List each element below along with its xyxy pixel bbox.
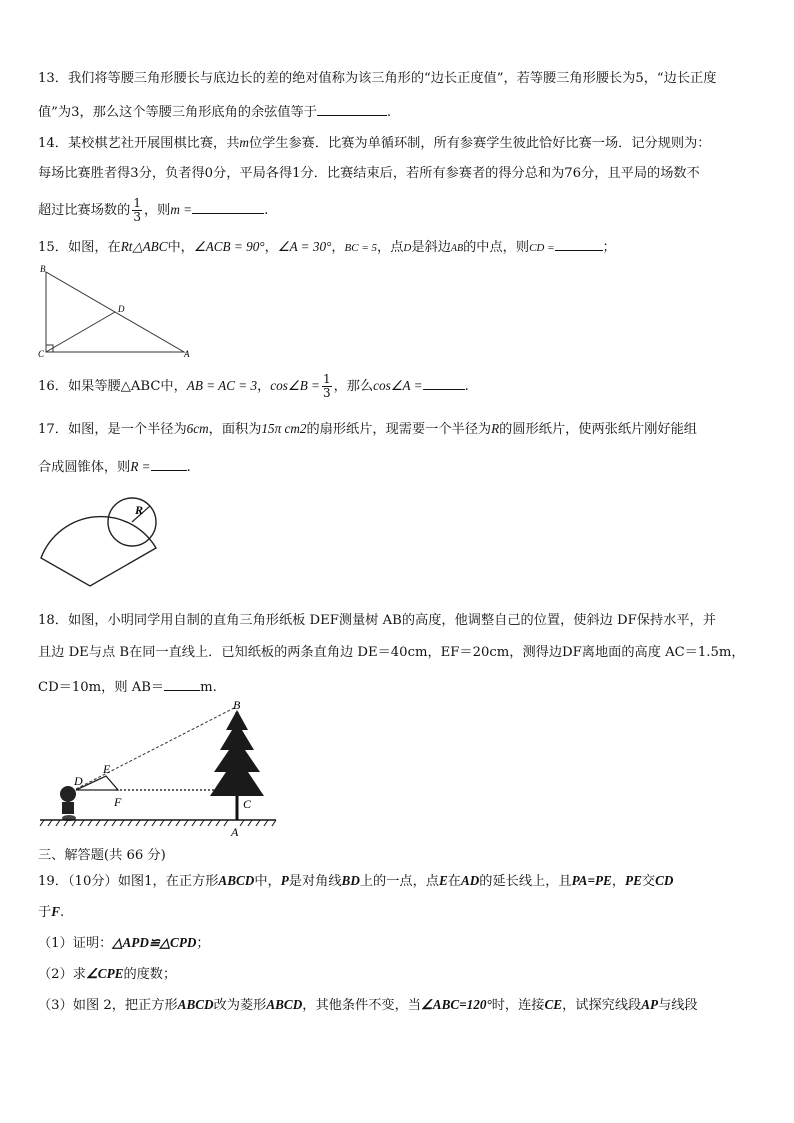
q18-line1: [38, 612, 716, 630]
label-b: B: [233, 698, 241, 712]
q17-R: R: [491, 421, 500, 436]
q15-t7: 的中点，则: [463, 240, 530, 255]
q19-p3c: 改为菱形: [213, 998, 267, 1013]
q17-line2: [38, 456, 191, 477]
q14-var-m: m: [239, 135, 249, 150]
q16-t3: ，那么: [333, 379, 374, 394]
q19-part2: [38, 965, 176, 984]
q17-answer-blank[interactable]: [151, 456, 187, 471]
q19-t3: 是对角线: [288, 874, 342, 889]
q16-cos: cos∠B =: [270, 378, 320, 393]
label-r: R: [135, 503, 144, 517]
q19-p3h: CE: [544, 997, 563, 1012]
q19-p1b: △APD≌△CPD: [112, 935, 197, 950]
q19-p3d: ABCD: [266, 997, 303, 1012]
q19-p3e: ，其他条件不变，当: [302, 998, 421, 1013]
q13-text3: .: [386, 105, 392, 120]
q14-line2: [38, 165, 700, 183]
q19-t8: 交: [641, 874, 656, 889]
q19-t10: .: [59, 905, 65, 920]
q14-text2: 位学生参赛．比赛为单循环制，所有参赛学生彼此恰好比赛一场．记分规则为：: [248, 136, 711, 151]
q17-r6: 6cm: [186, 421, 209, 436]
q17-t4: 的圆形纸片，使两张纸片刚好能组: [499, 422, 697, 437]
q14-frac-den: 3: [133, 210, 141, 224]
q19-pe: PE: [625, 873, 642, 888]
q19-t7: ，: [611, 874, 626, 889]
q19-p3f: ∠ABC=120°: [420, 997, 492, 1012]
q19-t5: 在: [447, 874, 461, 889]
q18-t1: 18．如图，小明同学用自制的直角三角形纸板 DEF测量树 AB的高度，他调整自己的位置，使斜边 DF保持水平，并: [38, 613, 716, 628]
q19-t2: 中，: [254, 874, 281, 889]
person-icon: [60, 786, 76, 821]
q14-text6: .: [264, 203, 269, 218]
label-a: A: [184, 349, 190, 359]
q15-t8: ；: [602, 240, 616, 255]
q19-bd: BD: [341, 873, 360, 888]
q19-p3i: ，试探究线段: [562, 998, 642, 1013]
q13-line1: [38, 70, 716, 88]
q16-t1: 16．如果等腰△ABC中，: [38, 379, 187, 394]
q18-t2: 且边 DE与点 B在同一直线上．已知纸板的两条直角边 DE＝40cm，EF＝20cm，测得边DF离地面的高度 AC＝1.5m，: [38, 645, 745, 660]
q16-frac-num: 1: [322, 372, 331, 386]
q19-pape: PA=PE: [571, 873, 612, 888]
q15-t1: 15．如图，在: [38, 240, 121, 255]
q15-triangle-figure: [36, 264, 196, 360]
q17-line1: [38, 420, 697, 439]
section-heading: [38, 847, 166, 865]
q19-abcd: ABCD: [218, 873, 255, 888]
label-f: F: [114, 795, 122, 809]
q16-t2: ，: [257, 379, 271, 394]
q18-t3: CD＝10m，则 AB＝: [38, 680, 165, 695]
q14-text3: 每场比赛胜者得3分，负者得0分，平局各得1分．比赛结束后，若所有参赛者的得分总和为76分，且平局的场数不: [38, 166, 700, 181]
q15-cd: CD =: [529, 242, 555, 254]
q13-text1: 13．我们将等腰三角形腰长与底边长的差的绝对值称为该三角形的“边长正度值”，若等腰三角形腰长为5，“边长正度: [38, 71, 717, 86]
q16-answer-blank[interactable]: [423, 375, 465, 390]
q16-fraction: [322, 373, 332, 400]
q19-p2a: （2）求: [38, 967, 86, 982]
q15-t3: ，: [264, 240, 278, 255]
q17-t6: .: [186, 460, 191, 475]
label-b: B: [40, 264, 46, 274]
q19-p1c: ；: [196, 936, 210, 951]
q19-part3: [38, 996, 698, 1015]
q19-p3b: ABCD: [177, 997, 214, 1012]
q15-t6: 是斜边: [411, 240, 451, 255]
q15-tri: Rt△ABC: [120, 239, 168, 254]
tree-icon: [210, 710, 264, 820]
q19-e: E: [438, 873, 448, 888]
q18-t4: m.: [200, 680, 217, 695]
q19-p3k: 与线段: [658, 998, 698, 1013]
q14-line3: [38, 196, 268, 225]
q16-t4: .: [464, 379, 469, 394]
q19-t4: 上的一点，点: [359, 874, 439, 889]
label-c: C: [38, 349, 45, 359]
q17-t5: 合成圆锥体，则: [38, 460, 131, 475]
q19-p2b: ∠CPE: [85, 966, 124, 981]
q15-angle-acb: ∠ACB = 90°: [193, 239, 265, 254]
q14-frac-num: 1: [133, 196, 141, 210]
q15-answer-blank[interactable]: [555, 236, 603, 251]
q19-line1: [38, 872, 673, 891]
q19-p3g: 时，连接: [491, 998, 545, 1013]
q15-t2: 中，: [167, 240, 194, 255]
q17-R-eq: R =: [130, 459, 151, 474]
q15-line1: [38, 236, 616, 258]
q14-line1: [38, 134, 711, 153]
q15-angle-a: ∠A = 30°: [277, 239, 332, 254]
label-e: E: [103, 762, 111, 776]
q19-p3a: （3）如图 2，把正方形: [38, 998, 178, 1013]
q19-cd: CD: [655, 873, 674, 888]
label-c: C: [243, 797, 252, 811]
q18-tree-measurement-figure: [36, 698, 281, 840]
q13-answer-blank[interactable]: [317, 101, 387, 116]
label-d: D: [74, 774, 83, 788]
label-a: A: [231, 825, 239, 839]
q19-p1a: （1）证明：: [38, 936, 113, 951]
q17-t1: 17．如图，是一个半径为: [38, 422, 187, 437]
q19-p2c: 的度数；: [123, 967, 177, 982]
q19-f: F: [51, 904, 60, 919]
label-d: D: [118, 304, 125, 314]
q16-cosa: cos∠A =: [373, 378, 423, 393]
q14-text1: 14．某校棋艺社开展围棋比赛，共: [38, 136, 240, 151]
q19-ad: AD: [460, 873, 480, 888]
q14-m-eq: m =: [170, 202, 193, 217]
q19-t9: 于: [38, 905, 52, 920]
q16-line1: [38, 372, 469, 401]
q13-text2: 值”为3，那么这个等腰三角形底角的余弦值等于: [38, 105, 317, 120]
q16-frac-den: 3: [322, 386, 331, 400]
q14-text5: ，则: [143, 203, 171, 218]
q19-line2: [38, 903, 64, 922]
q19-t1: 19．（10分）如图1，在正方形: [38, 874, 219, 889]
q17-t2: ，面积为: [208, 422, 262, 437]
section-title: 三、解答题(共 66 分): [38, 848, 166, 863]
q14-text4: 超过比赛场数的: [38, 203, 131, 218]
q15-pd: D: [403, 242, 412, 254]
q19-p3j: AP: [641, 997, 659, 1012]
q16-eq: AB = AC = 3: [186, 378, 258, 393]
q15-ab: AB: [450, 243, 464, 254]
q14-fraction: [132, 197, 142, 224]
q18-line2: [38, 644, 745, 662]
q18-answer-blank[interactable]: [164, 676, 200, 691]
q17-area: 15π cm2: [261, 421, 307, 436]
q14-answer-blank[interactable]: [192, 199, 264, 214]
q17-sector-circle-figure: [36, 492, 166, 590]
q19-part1: [38, 934, 210, 953]
q15-bc: BC = 5: [344, 242, 378, 254]
q19-t6: 的延长线上，且: [479, 874, 572, 889]
q17-t3: 的扇形纸片，现需要一个半径为: [306, 422, 492, 437]
q18-line3: [38, 676, 217, 697]
q13-line2: [38, 101, 391, 122]
q15-t4: ，: [331, 240, 345, 255]
q19-p: P: [280, 873, 289, 888]
q15-t5: ，点: [377, 240, 404, 255]
